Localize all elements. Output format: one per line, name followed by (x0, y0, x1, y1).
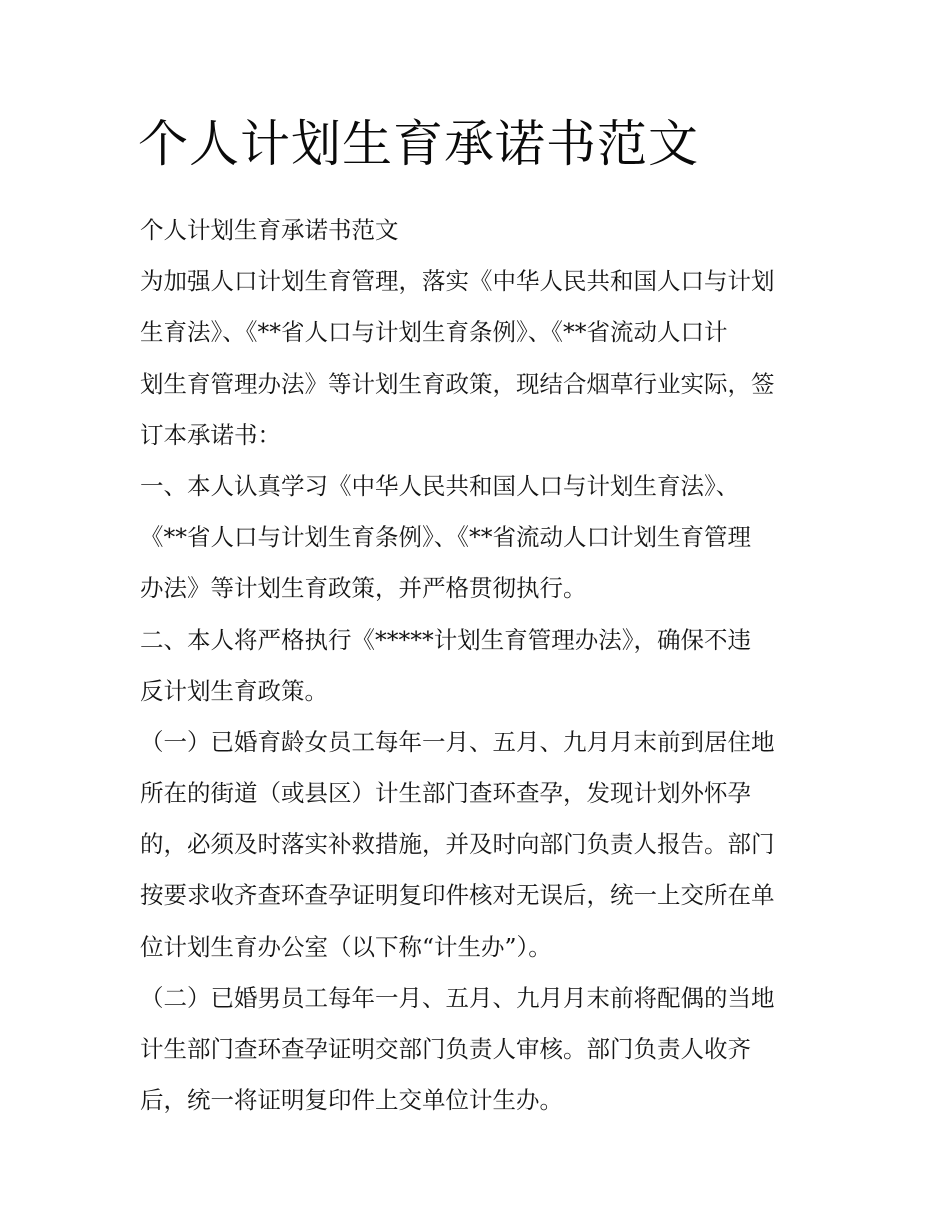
paragraph-line: 划生育管理办法》等计划生育政策，现结合烟草行业实际，签 (140, 369, 775, 398)
paragraph-line: 二、本人将严格执行《*****计划生育管理办法》，确保不违 (140, 625, 751, 654)
paragraph-line: 生育法》、《**省人口与计划生育条例》、《**省流动人口计 (140, 318, 728, 347)
paragraph-line: 所在的街道（或县区）计生部门查环查孕，发现计划外怀孕 (140, 779, 751, 808)
paragraph-line: 位计划生育办公室（以下称“计生办”）。 (140, 932, 552, 961)
paragraph-line: 的，必须及时落实补救措施，并及时向部门负责人报告。部门 (140, 830, 775, 859)
paragraph-line: 按要求收齐查环查孕证明复印件核对无误后，统一上交所在单 (140, 881, 775, 910)
paragraph-line: 《**省人口与计划生育条例》、《**省流动人口计划生育管理 (140, 523, 751, 552)
paragraph-line: 计生部门查环查孕证明交部门负责人审核。部门负责人收齐 (140, 1035, 751, 1063)
paragraph-line: 反计划生育政策。 (140, 676, 328, 705)
paragraph-line: 为加强人口计划生育管理，落实《中华人民共和国人口与计划 (140, 267, 775, 296)
paragraph-line: 办法》等计划生育政策，并严格贯彻执行。 (140, 574, 587, 603)
subtitle-line: 个人计划生育承诺书范文 (140, 216, 399, 244)
document-body (140, 205, 830, 1126)
paragraph-line: 后，统一将证明复印件上交单位计生办。 (140, 1086, 563, 1115)
paragraph-line: 订本承诺书： (140, 420, 281, 449)
paragraph-line: （一）已婚育龄女员工每年一月、五月、九月月末前到居住地 (140, 727, 775, 756)
document-title: 个人计划生育承诺书范文 (138, 115, 699, 173)
paragraph-line: 一、本人认真学习《中华人民共和国人口与计划生育法》、 (140, 471, 740, 500)
paragraph-line: （二）已婚男员工每年一月、五月、九月月末前将配偶的当地 (140, 983, 775, 1012)
